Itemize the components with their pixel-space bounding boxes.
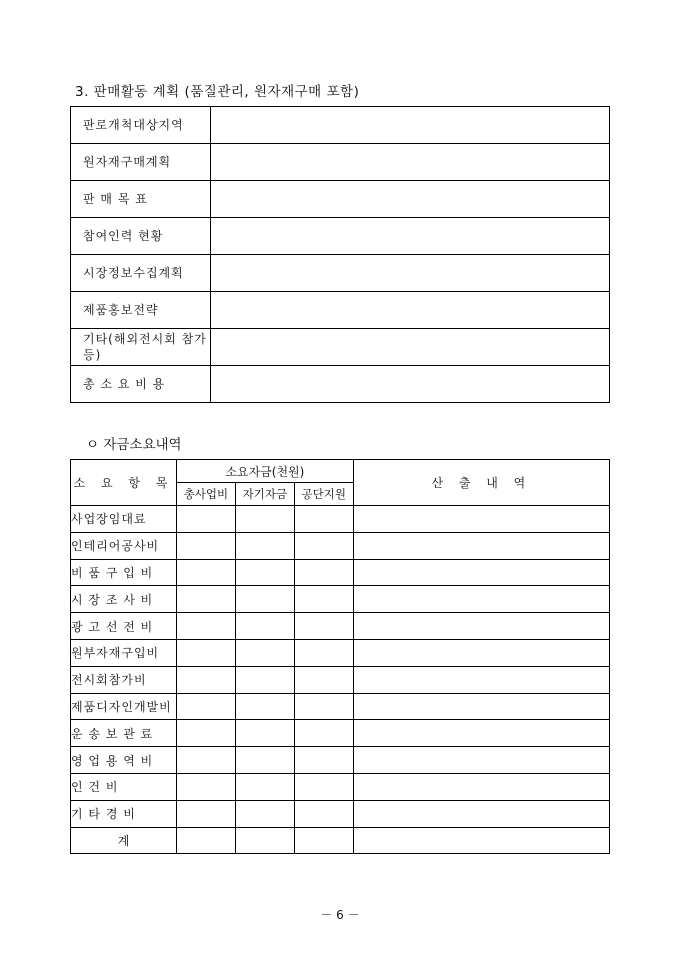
plan-row-label: 판로개척대상지역 — [71, 107, 211, 144]
funds-row — [71, 666, 610, 693]
plan-row — [71, 107, 610, 144]
agency-cell[interactable] — [294, 559, 353, 586]
funds-row — [71, 532, 610, 559]
plan-row-label: 총 소 요 비 용 — [71, 366, 211, 403]
plan-row-label: 기타(해외전시회 참가 등) — [71, 329, 211, 366]
plan-row-value[interactable] — [211, 329, 610, 366]
total-cell[interactable] — [176, 693, 235, 720]
plan-row — [71, 366, 610, 403]
plan-row-value[interactable] — [211, 181, 610, 218]
funds-row-label: 시 장 조 사 비 — [71, 586, 177, 613]
plan-row-value[interactable] — [211, 107, 610, 144]
agency-cell[interactable] — [294, 666, 353, 693]
plan-row-label: 참여인력 현황 — [71, 218, 211, 255]
funds-row-label: 인 건 비 — [71, 773, 177, 800]
total-cell[interactable] — [176, 720, 235, 747]
funds-row — [71, 586, 610, 613]
agency-cell[interactable] — [294, 773, 353, 800]
funds-row — [71, 639, 610, 666]
basis-cell[interactable] — [353, 693, 609, 720]
funds-row — [71, 747, 610, 774]
self-cell[interactable] — [235, 613, 294, 640]
basis-cell[interactable] — [353, 639, 609, 666]
self-cell[interactable] — [235, 800, 294, 827]
agency-cell[interactable] — [294, 639, 353, 666]
self-cell[interactable] — [235, 747, 294, 774]
header-amount-group: 소요자금(천원) — [176, 460, 353, 483]
funds-row-label: 사업장임대료 — [71, 506, 177, 533]
plan-row — [71, 329, 610, 366]
basis-cell[interactable] — [353, 506, 609, 533]
funds-row — [71, 773, 610, 800]
basis-cell[interactable] — [353, 827, 609, 854]
funds-row-label: 계 — [71, 827, 177, 854]
total-cell[interactable] — [176, 506, 235, 533]
header-basis: 산 출 내 역 — [353, 460, 609, 506]
funds-row-label: 광 고 선 전 비 — [71, 613, 177, 640]
agency-cell[interactable] — [294, 532, 353, 559]
funds-row-label: 영 업 용 역 비 — [71, 747, 177, 774]
total-cell[interactable] — [176, 532, 235, 559]
total-cell[interactable] — [176, 747, 235, 774]
self-cell[interactable] — [235, 666, 294, 693]
funds-row-label: 기 타 경 비 — [71, 800, 177, 827]
plan-row — [71, 181, 610, 218]
basis-cell[interactable] — [353, 559, 609, 586]
plan-row-value[interactable] — [211, 144, 610, 181]
self-cell[interactable] — [235, 720, 294, 747]
plan-row-label: 판 매 목 표 — [71, 181, 211, 218]
plan-row-value[interactable] — [211, 255, 610, 292]
agency-cell[interactable] — [294, 693, 353, 720]
basis-cell[interactable] — [353, 773, 609, 800]
plan-row-label: 시장정보수집계획 — [71, 255, 211, 292]
funds-row — [71, 506, 610, 533]
plan-row-value[interactable] — [211, 292, 610, 329]
self-cell[interactable] — [235, 639, 294, 666]
total-cell[interactable] — [176, 559, 235, 586]
funds-row — [71, 800, 610, 827]
basis-cell[interactable] — [353, 666, 609, 693]
agency-cell[interactable] — [294, 506, 353, 533]
plan-row — [71, 218, 610, 255]
header-total: 총사업비 — [176, 483, 235, 506]
plan-row-value[interactable] — [211, 366, 610, 403]
total-cell[interactable] — [176, 639, 235, 666]
plan-row-label: 원자재구매계획 — [71, 144, 211, 181]
total-cell[interactable] — [176, 827, 235, 854]
page-number: － 6 － — [320, 908, 360, 922]
total-cell[interactable] — [176, 800, 235, 827]
self-cell[interactable] — [235, 506, 294, 533]
basis-cell[interactable] — [353, 800, 609, 827]
self-cell[interactable] — [235, 559, 294, 586]
funds-row — [71, 559, 610, 586]
header-agency: 공단지원 — [294, 483, 353, 506]
funds-row-label: 원부자재구입비 — [71, 639, 177, 666]
basis-cell[interactable] — [353, 586, 609, 613]
total-cell[interactable] — [176, 773, 235, 800]
section-title: 3. 판매활동 계획 (품질관리, 원자재구매 포함) — [75, 84, 360, 100]
total-cell[interactable] — [176, 666, 235, 693]
agency-cell[interactable] — [294, 720, 353, 747]
plan-row-label: 제품홍보전략 — [71, 292, 211, 329]
header-self: 자기자금 — [235, 483, 294, 506]
basis-cell[interactable] — [353, 747, 609, 774]
funds-title: ㅇ 자금소요내역 — [86, 437, 182, 453]
self-cell[interactable] — [235, 773, 294, 800]
agency-cell[interactable] — [294, 827, 353, 854]
funds-row-label: 운 송 보 관 료 — [71, 720, 177, 747]
self-cell[interactable] — [235, 586, 294, 613]
self-cell[interactable] — [235, 693, 294, 720]
basis-cell[interactable] — [353, 532, 609, 559]
total-cell[interactable] — [176, 613, 235, 640]
plan-row — [71, 292, 610, 329]
basis-cell[interactable] — [353, 720, 609, 747]
funds-row-label: 비 품 구 입 비 — [71, 559, 177, 586]
funds-row — [71, 613, 610, 640]
self-cell[interactable] — [235, 827, 294, 854]
funds-row — [71, 693, 610, 720]
funds-total-row — [71, 827, 610, 854]
plan-row — [71, 255, 610, 292]
header-item: 소 요 항 목 — [71, 460, 177, 506]
funds-row-label: 인테리어공사비 — [71, 532, 177, 559]
plan-row-value[interactable] — [211, 218, 610, 255]
agency-cell[interactable] — [294, 613, 353, 640]
funds-row-label: 제품디자인개발비 — [71, 693, 177, 720]
funds-row — [71, 720, 610, 747]
funds-table — [70, 459, 610, 854]
agency-cell[interactable] — [294, 800, 353, 827]
agency-cell[interactable] — [294, 747, 353, 774]
sales-plan-table — [70, 106, 610, 403]
basis-cell[interactable] — [353, 613, 609, 640]
self-cell[interactable] — [235, 532, 294, 559]
total-cell[interactable] — [176, 586, 235, 613]
funds-row-label: 전시회참가비 — [71, 666, 177, 693]
plan-row — [71, 144, 610, 181]
agency-cell[interactable] — [294, 586, 353, 613]
